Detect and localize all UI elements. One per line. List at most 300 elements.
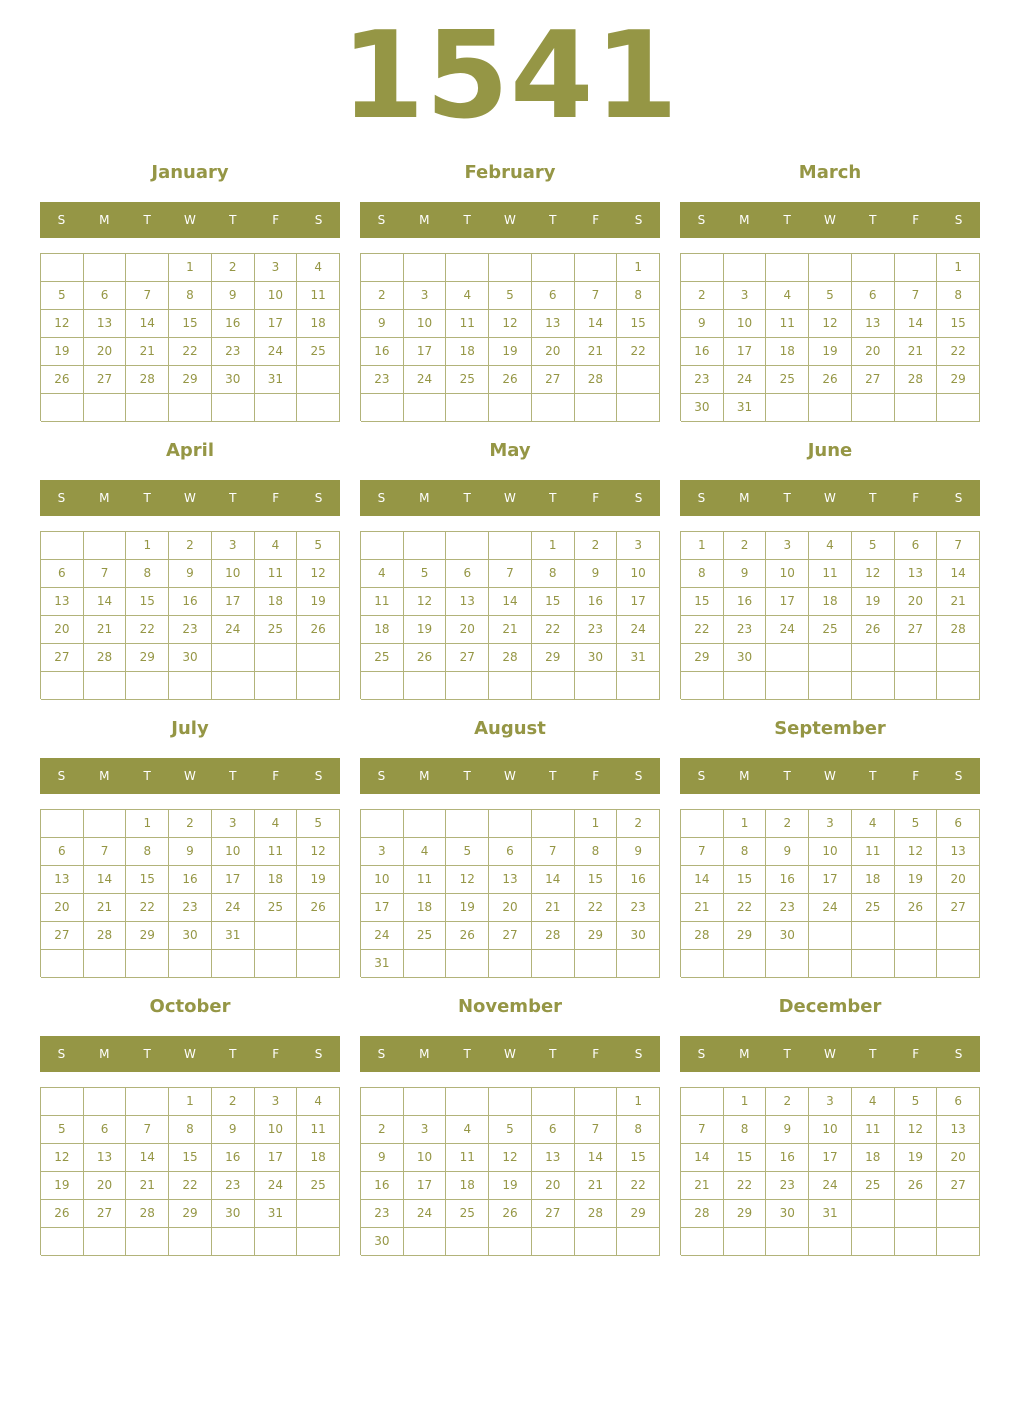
day-cell: 25 <box>852 1172 895 1200</box>
empty-day-cell <box>446 254 489 282</box>
weekday-label: F <box>592 213 600 227</box>
weekday-label: F <box>272 769 280 783</box>
day-cell: 23 <box>361 1200 404 1228</box>
day-cell: 4 <box>297 1088 340 1116</box>
empty-day-cell <box>297 644 340 672</box>
day-cell: 15 <box>617 1144 660 1172</box>
empty-day-cell <box>404 1088 447 1116</box>
day-cell: 5 <box>446 838 489 866</box>
day-cell: 26 <box>895 894 938 922</box>
day-cell: 31 <box>212 922 255 950</box>
empty-day-cell <box>297 1228 340 1256</box>
empty-day-cell <box>361 672 404 700</box>
day-cell: 24 <box>724 366 767 394</box>
day-cell: 1 <box>575 810 618 838</box>
weekday-label: W <box>824 1047 836 1061</box>
day-cell: 3 <box>809 810 852 838</box>
empty-day-cell <box>809 1228 852 1256</box>
day-cell: 2 <box>724 532 767 560</box>
day-cell: 21 <box>84 894 127 922</box>
day-cell: 12 <box>297 560 340 588</box>
empty-day-cell <box>617 950 660 978</box>
day-cell: 25 <box>446 366 489 394</box>
day-cell: 31 <box>255 366 298 394</box>
empty-day-cell <box>169 1228 212 1256</box>
day-cell: 15 <box>617 310 660 338</box>
day-cell: 27 <box>84 366 127 394</box>
empty-day-cell <box>852 394 895 422</box>
empty-day-cell <box>41 672 84 700</box>
weekday-header <box>680 480 980 516</box>
empty-day-cell <box>212 644 255 672</box>
day-cell: 21 <box>937 588 980 616</box>
day-cell: 16 <box>169 588 212 616</box>
empty-day-cell <box>84 394 127 422</box>
empty-day-cell <box>809 254 852 282</box>
day-cell: 14 <box>126 1144 169 1172</box>
day-cell: 18 <box>852 1144 895 1172</box>
weekday-header <box>40 758 340 794</box>
day-cell: 7 <box>489 560 532 588</box>
empty-day-cell <box>361 810 404 838</box>
day-cell: 30 <box>617 922 660 950</box>
day-cell: 16 <box>361 1172 404 1200</box>
empty-day-cell <box>489 1228 532 1256</box>
empty-day-cell <box>532 1088 575 1116</box>
day-grid <box>40 809 340 977</box>
empty-day-cell <box>255 672 298 700</box>
day-cell: 28 <box>681 922 724 950</box>
day-cell: 20 <box>41 616 84 644</box>
day-cell: 22 <box>169 338 212 366</box>
day-cell: 20 <box>446 616 489 644</box>
month-july <box>40 714 340 984</box>
day-cell: 21 <box>895 338 938 366</box>
empty-day-cell <box>126 950 169 978</box>
empty-day-cell <box>724 950 767 978</box>
day-cell: 29 <box>681 644 724 672</box>
empty-day-cell <box>446 810 489 838</box>
day-cell: 16 <box>212 1144 255 1172</box>
day-cell: 10 <box>212 838 255 866</box>
day-cell: 5 <box>895 1088 938 1116</box>
day-cell: 25 <box>297 1172 340 1200</box>
empty-day-cell <box>297 922 340 950</box>
day-cell: 4 <box>852 1088 895 1116</box>
weekday-label: F <box>272 213 280 227</box>
empty-day-cell <box>489 1088 532 1116</box>
day-cell: 13 <box>937 1116 980 1144</box>
weekday-label: S <box>954 213 963 227</box>
day-cell: 12 <box>41 1144 84 1172</box>
day-cell: 11 <box>404 866 447 894</box>
day-cell: 25 <box>766 366 809 394</box>
day-cell: 6 <box>937 1088 980 1116</box>
weekday-label: S <box>697 491 706 505</box>
empty-day-cell <box>84 950 127 978</box>
day-cell: 14 <box>84 866 127 894</box>
day-cell: 2 <box>212 1088 255 1116</box>
day-cell: 22 <box>617 338 660 366</box>
month-april <box>40 436 340 706</box>
day-cell: 19 <box>895 866 938 894</box>
day-cell: 26 <box>297 616 340 644</box>
day-cell: 16 <box>766 1144 809 1172</box>
weekday-label: M <box>99 769 110 783</box>
weekday-label: S <box>314 213 323 227</box>
day-cell: 1 <box>617 1088 660 1116</box>
day-cell: 18 <box>297 310 340 338</box>
day-cell: 16 <box>724 588 767 616</box>
day-cell: 13 <box>84 310 127 338</box>
day-cell: 13 <box>489 866 532 894</box>
empty-day-cell <box>895 644 938 672</box>
day-cell: 20 <box>937 866 980 894</box>
empty-day-cell <box>937 1228 980 1256</box>
month-name: March <box>798 162 862 183</box>
day-cell: 19 <box>41 338 84 366</box>
weekday-label: F <box>912 491 920 505</box>
day-cell: 11 <box>446 1144 489 1172</box>
weekday-label: M <box>419 769 430 783</box>
empty-day-cell <box>489 254 532 282</box>
day-cell: 13 <box>446 588 489 616</box>
day-cell: 25 <box>446 1200 489 1228</box>
day-cell: 19 <box>41 1172 84 1200</box>
weekday-label: S <box>57 491 66 505</box>
day-cell: 12 <box>852 560 895 588</box>
day-cell: 28 <box>575 1200 618 1228</box>
weekday-label: S <box>634 769 643 783</box>
weekday-label: S <box>634 491 643 505</box>
day-cell: 8 <box>126 560 169 588</box>
day-cell: 12 <box>809 310 852 338</box>
day-cell: 23 <box>169 894 212 922</box>
day-cell: 27 <box>895 616 938 644</box>
day-cell: 11 <box>852 838 895 866</box>
day-cell: 11 <box>361 588 404 616</box>
day-cell: 13 <box>41 588 84 616</box>
month-name: February <box>464 162 556 183</box>
empty-day-cell <box>297 950 340 978</box>
day-cell: 14 <box>126 310 169 338</box>
day-cell: 10 <box>404 1144 447 1172</box>
weekday-label: M <box>739 213 750 227</box>
day-cell: 25 <box>255 894 298 922</box>
day-cell: 14 <box>575 1144 618 1172</box>
day-cell: 11 <box>297 1116 340 1144</box>
weekday-label: M <box>99 491 110 505</box>
day-cell: 30 <box>766 1200 809 1228</box>
month-may <box>360 436 660 706</box>
weekday-label: T <box>549 213 557 227</box>
day-cell: 6 <box>532 282 575 310</box>
empty-day-cell <box>126 1088 169 1116</box>
empty-day-cell <box>681 810 724 838</box>
day-cell: 17 <box>361 894 404 922</box>
day-cell: 11 <box>297 282 340 310</box>
day-cell: 20 <box>532 1172 575 1200</box>
month-october <box>40 992 340 1262</box>
weekday-label: S <box>954 1047 963 1061</box>
day-cell: 26 <box>809 366 852 394</box>
empty-day-cell <box>681 672 724 700</box>
day-cell: 1 <box>937 254 980 282</box>
day-grid <box>40 531 340 699</box>
day-cell: 24 <box>212 616 255 644</box>
day-cell: 17 <box>255 310 298 338</box>
day-cell: 29 <box>169 1200 212 1228</box>
month-february <box>360 158 660 428</box>
day-cell: 11 <box>446 310 489 338</box>
month-name: December <box>778 996 882 1017</box>
empty-day-cell <box>532 672 575 700</box>
day-cell: 2 <box>766 810 809 838</box>
weekday-label: M <box>739 491 750 505</box>
day-cell: 27 <box>84 1200 127 1228</box>
empty-day-cell <box>895 1200 938 1228</box>
day-cell: 23 <box>681 366 724 394</box>
weekday-label: T <box>143 1047 151 1061</box>
day-cell: 18 <box>809 588 852 616</box>
day-cell: 23 <box>766 1172 809 1200</box>
weekday-label: S <box>377 1047 386 1061</box>
weekday-label: T <box>143 491 151 505</box>
day-cell: 13 <box>895 560 938 588</box>
day-cell: 18 <box>446 338 489 366</box>
empty-day-cell <box>681 950 724 978</box>
day-cell: 11 <box>255 560 298 588</box>
day-cell: 17 <box>255 1144 298 1172</box>
empty-day-cell <box>532 254 575 282</box>
empty-day-cell <box>766 394 809 422</box>
day-cell: 20 <box>895 588 938 616</box>
month-september <box>680 714 980 984</box>
weekday-label: S <box>57 769 66 783</box>
day-cell: 17 <box>617 588 660 616</box>
day-cell: 10 <box>212 560 255 588</box>
day-cell: 29 <box>575 922 618 950</box>
day-cell: 26 <box>404 644 447 672</box>
day-cell: 27 <box>937 894 980 922</box>
day-cell: 22 <box>681 616 724 644</box>
weekday-label: W <box>184 1047 196 1061</box>
day-cell: 7 <box>532 838 575 866</box>
empty-day-cell <box>575 1088 618 1116</box>
empty-day-cell <box>895 950 938 978</box>
day-cell: 6 <box>84 282 127 310</box>
day-cell: 4 <box>852 810 895 838</box>
weekday-label: T <box>463 491 471 505</box>
empty-day-cell <box>84 810 127 838</box>
day-cell: 4 <box>404 838 447 866</box>
day-cell: 22 <box>575 894 618 922</box>
day-cell: 19 <box>446 894 489 922</box>
day-cell: 2 <box>361 282 404 310</box>
day-cell: 17 <box>212 588 255 616</box>
day-cell: 4 <box>297 254 340 282</box>
empty-day-cell <box>297 1200 340 1228</box>
weekday-label: S <box>954 769 963 783</box>
day-cell: 6 <box>446 560 489 588</box>
day-cell: 1 <box>617 254 660 282</box>
day-cell: 15 <box>126 866 169 894</box>
day-cell: 5 <box>809 282 852 310</box>
day-grid <box>360 809 660 977</box>
empty-day-cell <box>212 950 255 978</box>
weekday-label: S <box>697 769 706 783</box>
day-grid <box>680 809 980 977</box>
day-cell: 29 <box>126 644 169 672</box>
day-cell: 16 <box>361 338 404 366</box>
day-cell: 3 <box>361 838 404 866</box>
day-cell: 31 <box>809 1200 852 1228</box>
empty-day-cell <box>766 254 809 282</box>
day-cell: 22 <box>617 1172 660 1200</box>
weekday-header <box>360 480 660 516</box>
empty-day-cell <box>766 644 809 672</box>
weekday-label: F <box>912 769 920 783</box>
day-cell: 23 <box>361 366 404 394</box>
day-cell: 20 <box>852 338 895 366</box>
day-cell: 7 <box>681 838 724 866</box>
day-cell: 28 <box>937 616 980 644</box>
empty-day-cell <box>575 950 618 978</box>
empty-day-cell <box>617 1228 660 1256</box>
day-cell: 5 <box>404 560 447 588</box>
empty-day-cell <box>766 950 809 978</box>
day-cell: 15 <box>937 310 980 338</box>
day-cell: 19 <box>404 616 447 644</box>
weekday-label: S <box>634 213 643 227</box>
day-cell: 24 <box>404 1200 447 1228</box>
day-cell: 18 <box>446 1172 489 1200</box>
day-cell: 22 <box>724 894 767 922</box>
empty-day-cell <box>681 1088 724 1116</box>
day-cell: 30 <box>169 644 212 672</box>
weekday-label: F <box>272 491 280 505</box>
day-cell: 13 <box>84 1144 127 1172</box>
empty-day-cell <box>852 672 895 700</box>
day-cell: 26 <box>852 616 895 644</box>
empty-day-cell <box>446 672 489 700</box>
empty-day-cell <box>895 1228 938 1256</box>
day-cell: 15 <box>126 588 169 616</box>
day-cell: 9 <box>212 1116 255 1144</box>
empty-day-cell <box>575 254 618 282</box>
day-cell: 17 <box>404 338 447 366</box>
weekday-label: W <box>504 769 516 783</box>
weekday-label: S <box>697 1047 706 1061</box>
day-cell: 9 <box>766 1116 809 1144</box>
day-cell: 30 <box>681 394 724 422</box>
day-cell: 17 <box>809 1144 852 1172</box>
day-cell: 27 <box>446 644 489 672</box>
weekday-header <box>680 758 980 794</box>
day-cell: 25 <box>404 922 447 950</box>
empty-day-cell <box>126 672 169 700</box>
day-cell: 16 <box>766 866 809 894</box>
day-cell: 6 <box>489 838 532 866</box>
day-cell: 1 <box>724 1088 767 1116</box>
weekday-label: S <box>314 491 323 505</box>
day-cell: 20 <box>937 1144 980 1172</box>
empty-day-cell <box>852 1200 895 1228</box>
weekday-label: W <box>824 213 836 227</box>
empty-day-cell <box>852 254 895 282</box>
day-cell: 7 <box>126 1116 169 1144</box>
day-cell: 28 <box>489 644 532 672</box>
weekday-label: T <box>229 769 237 783</box>
weekday-label: F <box>592 1047 600 1061</box>
day-cell: 26 <box>895 1172 938 1200</box>
weekday-label: M <box>739 769 750 783</box>
day-cell: 27 <box>489 922 532 950</box>
day-cell: 30 <box>361 1228 404 1256</box>
weekday-label: W <box>824 491 836 505</box>
day-cell: 20 <box>532 338 575 366</box>
empty-day-cell <box>212 394 255 422</box>
day-cell: 23 <box>169 616 212 644</box>
day-cell: 21 <box>681 1172 724 1200</box>
weekday-label: S <box>314 1047 323 1061</box>
day-cell: 12 <box>895 838 938 866</box>
empty-day-cell <box>361 1088 404 1116</box>
empty-day-cell <box>489 810 532 838</box>
empty-day-cell <box>404 950 447 978</box>
day-cell: 19 <box>297 866 340 894</box>
weekday-label: W <box>504 491 516 505</box>
month-name: August <box>474 718 546 739</box>
empty-day-cell <box>937 644 980 672</box>
day-cell: 24 <box>809 1172 852 1200</box>
day-cell: 7 <box>575 282 618 310</box>
empty-day-cell <box>937 1200 980 1228</box>
empty-day-cell <box>809 922 852 950</box>
day-cell: 6 <box>895 532 938 560</box>
empty-day-cell <box>809 644 852 672</box>
day-cell: 30 <box>575 644 618 672</box>
day-cell: 4 <box>255 810 298 838</box>
day-cell: 30 <box>212 1200 255 1228</box>
day-cell: 18 <box>766 338 809 366</box>
day-cell: 24 <box>809 894 852 922</box>
day-cell: 19 <box>809 338 852 366</box>
day-cell: 7 <box>681 1116 724 1144</box>
weekday-label: W <box>184 491 196 505</box>
weekday-label: S <box>57 1047 66 1061</box>
month-name: January <box>151 162 229 183</box>
empty-day-cell <box>724 672 767 700</box>
day-grid <box>360 253 660 421</box>
day-cell: 10 <box>766 560 809 588</box>
weekday-header <box>360 202 660 238</box>
empty-day-cell <box>852 922 895 950</box>
day-cell: 2 <box>617 810 660 838</box>
day-cell: 23 <box>212 338 255 366</box>
day-cell: 20 <box>84 1172 127 1200</box>
day-cell: 30 <box>724 644 767 672</box>
day-cell: 1 <box>681 532 724 560</box>
empty-day-cell <box>212 672 255 700</box>
weekday-label: T <box>549 491 557 505</box>
day-cell: 12 <box>489 1144 532 1172</box>
day-cell: 16 <box>169 866 212 894</box>
day-cell: 1 <box>126 810 169 838</box>
weekday-label: S <box>314 769 323 783</box>
empty-day-cell <box>169 672 212 700</box>
empty-day-cell <box>297 672 340 700</box>
